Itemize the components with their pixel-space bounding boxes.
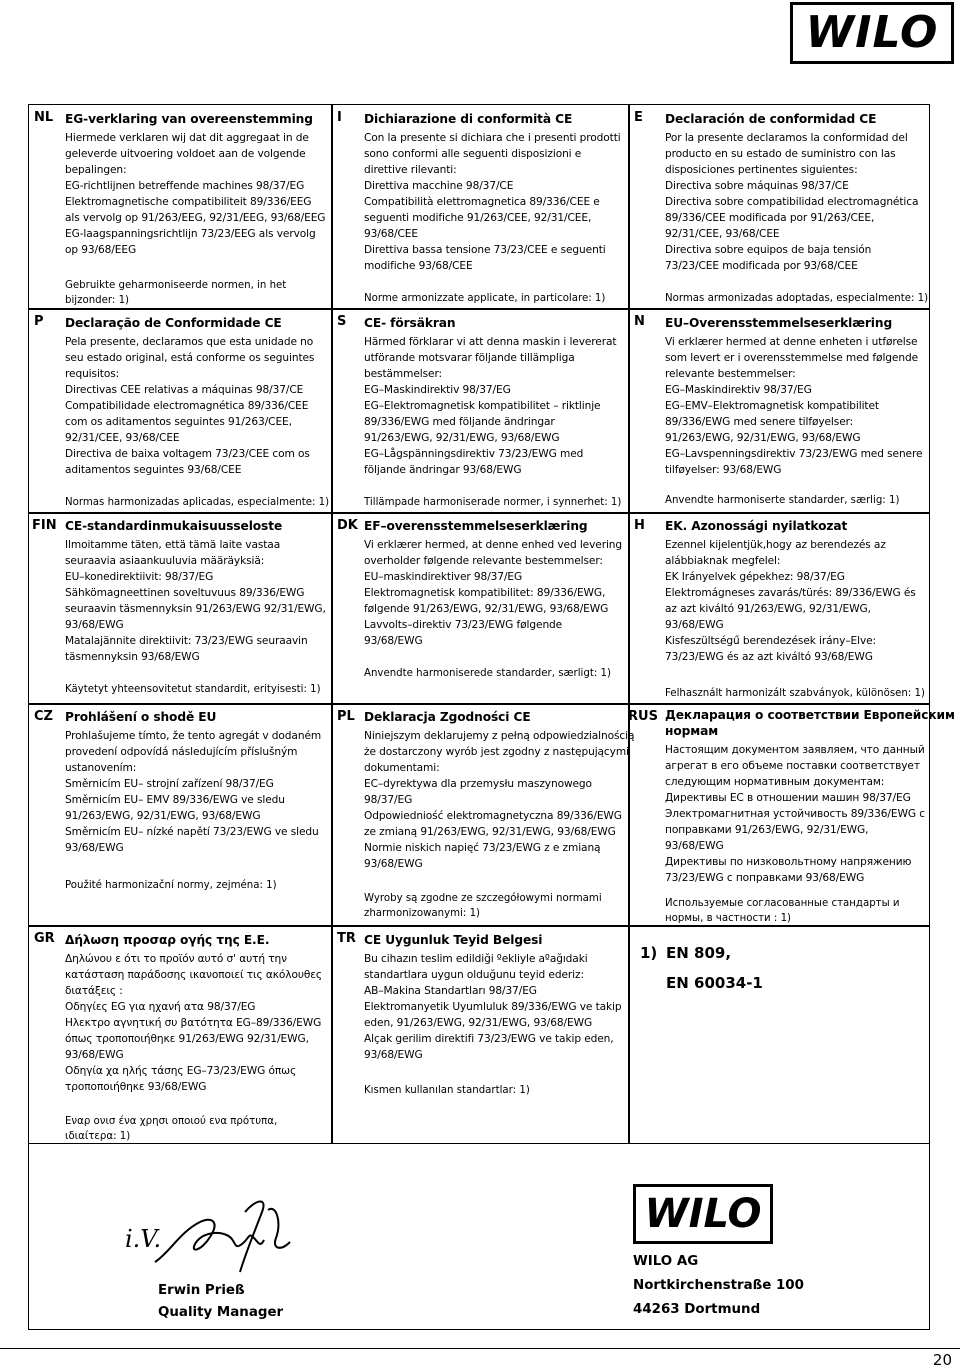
text-line: aditamentos seguintes 93/68/CEE bbox=[65, 464, 242, 476]
norms-rus bbox=[665, 896, 900, 926]
text-line: EG–Elektromagnetisk kompatibilitet – riktlinje bbox=[364, 400, 601, 412]
norms-tr bbox=[364, 1085, 530, 1096]
text-line: 89/336/EWG med senere tilføyelser: bbox=[665, 416, 854, 428]
text-line: utförande motsvarar följande tillämpliga bbox=[364, 352, 575, 364]
lang-code-tr: TR bbox=[337, 931, 356, 946]
norms-line: Используемые согласованные стандарты и bbox=[665, 898, 900, 909]
page-footer-rule bbox=[0, 1348, 960, 1349]
text-line: διατάξεις : bbox=[65, 985, 123, 997]
text-line: EG–Lavspenningsdirektiv 73/23/EWG med senere bbox=[665, 448, 923, 460]
norms-line: zharmonizowanymi: 1) bbox=[364, 908, 481, 919]
signer-name: Erwin Prieß bbox=[158, 1283, 245, 1298]
lang-code-dk: DK bbox=[337, 518, 358, 533]
declaration-title: Δήλωση προσαρ ογής της Ε.Ε. bbox=[65, 933, 270, 947]
row-divider-1 bbox=[28, 308, 930, 310]
text-line: seu estado original, está conforme os seguintes bbox=[65, 352, 315, 364]
declaration-h bbox=[665, 518, 916, 665]
norms-line: Normas armonizadas adoptadas, especialmente: 1) bbox=[665, 293, 929, 304]
text-line: Härmed förklarar vi att denna maskin i levererat bbox=[364, 336, 617, 348]
text-line: EG–EMV–Elektromagnetisk kompatibilitet bbox=[665, 400, 879, 412]
text-line: Směrnicím EU– EMV 89/336/EWG ve sledu bbox=[65, 794, 285, 806]
declaration-title: Declaración de conformidad CE bbox=[665, 112, 877, 126]
declaration-p bbox=[65, 315, 314, 478]
signer-role: Quality Manager bbox=[158, 1305, 284, 1320]
norms-cz bbox=[65, 880, 277, 891]
norms-s bbox=[364, 497, 621, 508]
text-line: Pela presente, declaramos que esta unidade no bbox=[65, 336, 314, 348]
text-line: Por la presente declaramos la conformidad del bbox=[665, 132, 908, 144]
declaration-tr bbox=[364, 932, 622, 1063]
lang-code-cz: CZ bbox=[34, 709, 53, 724]
wilo-logo bbox=[790, 2, 954, 64]
declaration-pl bbox=[364, 709, 634, 872]
text-line: följande ändringar 93/68/EWG bbox=[364, 464, 522, 476]
text-line: κατάσταση παράδοσης ικανοποιεί τις ακόλουθες bbox=[65, 969, 322, 981]
text-line: Directivas CEE relativas a máquinas 98/37/CE bbox=[65, 384, 304, 396]
text-line: AB–Makina Standartları 98/37/EG bbox=[364, 985, 537, 997]
company-name: WILO AG bbox=[633, 1254, 699, 1269]
declaration-title: CE Uygunluk Teyid Belgesi bbox=[364, 933, 543, 947]
company-city: 44263 Dortmund bbox=[633, 1302, 761, 1317]
norms-line: bijzonder: 1) bbox=[65, 295, 130, 306]
declaration-rus bbox=[665, 707, 955, 886]
standard-item: EN 60034-1 bbox=[666, 974, 763, 992]
declaration-title: Декларация о соответствии Европейским bbox=[665, 708, 955, 722]
text-line: Ezennel kijelentjük,hogy az berendezés az bbox=[665, 539, 886, 551]
text-line: Lavvolts–direktiv 73/23/EWG følgende bbox=[364, 619, 563, 631]
text-line: 98/37/EG bbox=[364, 794, 413, 806]
text-line: producto en su estado de suministro con las bbox=[665, 148, 896, 160]
text-line: Vi erklærer hermed, at denne enhed ved levering bbox=[364, 539, 623, 551]
signer-block bbox=[158, 1280, 283, 1324]
text-line: Электромагнитная устойчивость 89/336/EWG с bbox=[665, 808, 925, 820]
handwritten-signature bbox=[150, 1192, 310, 1282]
text-line: Vi erklærer hermed at denne enheten i utførelse bbox=[665, 336, 918, 348]
norms-gr bbox=[65, 1114, 277, 1144]
text-line: że dostarczony wyrób jest zgodny z następującymi bbox=[364, 746, 629, 758]
declaration-title-continued: нормам bbox=[665, 724, 719, 738]
text-line: следующим нормативным документам: bbox=[665, 776, 885, 788]
declaration-title: Prohlášení o shodě EU bbox=[65, 710, 217, 724]
text-line: modifiche 93/68/CEE bbox=[364, 260, 473, 272]
text-line: Alçak gerilim direktifi 73/23/EWG ve takip eden, bbox=[364, 1033, 614, 1045]
norms-line: Norme armonizzate applicate, in particolare: 1) bbox=[364, 293, 606, 304]
declaration-title: EU–Overensstemmelseserklæring bbox=[665, 316, 893, 330]
norms-fin bbox=[65, 684, 321, 695]
lang-code-e: E bbox=[634, 110, 643, 125]
text-line: τροποποιήθηκε 93/68/EWG bbox=[65, 1081, 207, 1093]
lang-code-gr: GR bbox=[34, 931, 55, 946]
page-number: 20 bbox=[932, 1351, 952, 1369]
text-line: Οδηγίες EG για ηχανή ατα 98/37/EG bbox=[65, 1001, 256, 1013]
lang-code-rus: RUS bbox=[628, 709, 658, 724]
text-line: EG-richtlijnen betreffende machines 98/37/EG bbox=[65, 180, 305, 192]
text-line: 93/68/EWG bbox=[665, 619, 724, 631]
declaration-title: Deklaracja Zgodności CE bbox=[364, 710, 531, 724]
text-line: 93/68/EWG bbox=[364, 635, 423, 647]
text-line: 93/68/EWG bbox=[364, 858, 423, 870]
norms-line: Käytetyt yhteensovitetut standardit, erityisesti: 1) bbox=[65, 684, 321, 695]
text-line: az azt kiváltó 91/263/EWG, 92/31/EWG, bbox=[665, 603, 871, 615]
text-line: Směrnicím EU– strojní zařízení 98/37/EG bbox=[65, 778, 274, 790]
text-line: Директивы по низковольтному напряжению bbox=[665, 856, 912, 868]
text-line: ze zmianą 91/263/EWG, 92/31/EWG, 93/68/EWG bbox=[364, 826, 616, 838]
norms-h bbox=[665, 688, 925, 699]
text-line: Compatibilidade electromagnética 89/336/CEE bbox=[65, 400, 309, 412]
text-line: Директивы ЕС в отношении машин 98/37/EG bbox=[665, 792, 911, 804]
text-line: Настоящим документом заявляем, что данный bbox=[665, 744, 925, 756]
text-line: Directiva de baixa voltagem 73/23/CEE com os bbox=[65, 448, 310, 460]
text-line: поправками 91/263/EWG, 92/31/EWG, bbox=[665, 824, 869, 836]
text-line: 91/263/EWG, 92/31/EWG, 93/68/EWG bbox=[665, 432, 861, 444]
text-line: seuraavia asiaankuuluvia määräyksiä: bbox=[65, 555, 265, 567]
text-line: Bu cihazın teslim edildiği ºekliyle aºağıdaki bbox=[364, 953, 588, 965]
text-line: Direttiva macchine 98/37/CE bbox=[364, 180, 514, 192]
norms-e bbox=[665, 293, 928, 304]
norms-line: Kısmen kullanılan standartlar: 1) bbox=[364, 1085, 530, 1096]
text-line: 73/23/EWG с поправками 93/68/EWG bbox=[665, 872, 865, 884]
text-line: 93/68/EWG bbox=[665, 840, 724, 852]
text-line: bepalingen: bbox=[65, 164, 127, 176]
lang-code-fin: FIN bbox=[32, 518, 57, 533]
company-logo bbox=[633, 1184, 773, 1244]
norms-line: Εναρ ονισ ένα χρησι οποιού ενα πρότυπα, bbox=[65, 1116, 278, 1127]
text-line: Prohlašujeme tímto, že tento agregát v dodaném bbox=[65, 730, 322, 742]
text-line: Odpowiedniość elektromagnetyczna 89/336/EWG bbox=[364, 810, 622, 822]
text-line: Ilmoitamme täten, että tämä laite vastaa bbox=[65, 539, 281, 551]
lang-code-p: P bbox=[34, 314, 44, 329]
standards-marker: 1) bbox=[640, 944, 658, 962]
column-divider-1 bbox=[331, 104, 333, 1144]
norms-pl bbox=[364, 891, 602, 921]
text-line: geleverde uitvoering voldoet aan de volgende bbox=[65, 148, 306, 160]
row-divider-2 bbox=[28, 512, 930, 514]
norms-line: Anvendte harmoniserte standarder, særlig: 1) bbox=[665, 495, 900, 506]
text-line: Elektromagnetische compatibiliteit 89/336/EEG bbox=[65, 196, 312, 208]
text-line: Sähkömagneettinen soveltuvuus 89/336/EWG bbox=[65, 587, 305, 599]
text-line: relevante bestemmelser: bbox=[665, 368, 796, 380]
norms-line: Normas harmonizadas aplicadas, especialmente: 1) bbox=[65, 497, 330, 508]
declaration-fin bbox=[65, 518, 326, 665]
text-line: disposiciones pertinentes siguientes: bbox=[665, 164, 858, 176]
text-line: følgende 91/263/EWG, 92/31/EWG, 93/68/EWG bbox=[364, 603, 609, 615]
text-line: EU–maskindirektiver 98/37/EG bbox=[364, 571, 523, 583]
declaration-i bbox=[364, 111, 621, 274]
text-line: EU–konedirektiivit: 98/37/EG bbox=[65, 571, 214, 583]
text-line: 93/68/EWG bbox=[364, 1049, 423, 1061]
text-line: 93/68/EWG bbox=[65, 842, 124, 854]
text-line: Elektromagnetisk kompatibilitet: 89/336/EWG, bbox=[364, 587, 606, 599]
text-line: Niniejszym deklarujemy z pełną odpowiedzialnością bbox=[364, 730, 635, 742]
text-line: direttive rilevanti: bbox=[364, 164, 457, 176]
text-line: provedení odpovídá následujícím příslušným bbox=[65, 746, 298, 758]
text-line: EK Irányelvek gépekhez: 98/37/EG bbox=[665, 571, 845, 583]
declaration-title: CE- försäkran bbox=[364, 316, 456, 330]
text-line: op 93/68/EEG bbox=[65, 244, 137, 256]
text-line: Direttiva bassa tensione 73/23/CEE e seguenti bbox=[364, 244, 606, 256]
norms-line: Tillämpade harmoniserade normer, i synnerhet: 1) bbox=[364, 497, 622, 508]
text-line: Directiva sobre equipos de baja tensión bbox=[665, 244, 872, 256]
declaration-title: Declaração de Conformidade CE bbox=[65, 316, 282, 330]
text-line: Directiva sobre máquinas 98/37/CE bbox=[665, 180, 849, 192]
declaration-title: Dichiarazione di conformità CE bbox=[364, 112, 573, 126]
norms-line: ιδιαίτερα: 1) bbox=[65, 1131, 131, 1142]
norms-nl bbox=[65, 278, 286, 308]
text-line: 92/31/CEE, 93/68/CEE bbox=[665, 228, 780, 240]
text-line: Directiva sobre compatibilidad electromagnética bbox=[665, 196, 919, 208]
text-line: Hiermede verklaren wij dat dit aggregaat in de bbox=[65, 132, 309, 144]
norms-dk bbox=[364, 668, 611, 679]
text-line: 93/68/CEE bbox=[364, 228, 418, 240]
text-line: täsmennyksin 93/68/EWG bbox=[65, 651, 200, 663]
norms-line: Felhasznált harmonizált szabványok, különösen: 1) bbox=[665, 688, 926, 699]
declaration-title: EK. Azonossági nyilatkozat bbox=[665, 519, 848, 533]
text-line: ustanovením: bbox=[65, 762, 137, 774]
declaration-n bbox=[665, 315, 922, 478]
lang-code-n: N bbox=[634, 314, 645, 329]
norms-line: Anvendte harmoniserede standarder, særligt: 1) bbox=[364, 668, 611, 679]
text-line: som levert er i overensstemmelse med følgende bbox=[665, 352, 918, 364]
text-line: Δηλώνου ε ότι το προϊόν αυτό σ' αυτή την bbox=[65, 953, 287, 965]
lang-code-h: H bbox=[634, 518, 645, 533]
declaration-title: EF–overensstemmelseserklæring bbox=[364, 519, 588, 533]
norms-line: Použité harmonizační normy, zejména: 1) bbox=[65, 880, 277, 891]
text-line: 91/263/EWG, 92/31/EWG, 93/68/EWG bbox=[364, 432, 560, 444]
text-line: standartlara uygun olduğunu teyid ederiz: bbox=[364, 969, 584, 981]
text-line: als vervolg op 91/263/EEG, 92/31/EEG, 93/68/EEG bbox=[65, 212, 326, 224]
text-line: 89/336/EWG med följande ändringar bbox=[364, 416, 555, 428]
declaration-cz bbox=[65, 709, 321, 856]
text-line: 73/23/EWG és az azt kiváltó 93/68/EWG bbox=[665, 651, 873, 663]
text-line: dokumentami: bbox=[364, 762, 440, 774]
text-line: EC–dyrektywa dla przemysłu maszynowego bbox=[364, 778, 592, 790]
declaration-s bbox=[364, 315, 616, 478]
text-line: requisitos: bbox=[65, 368, 120, 380]
text-line: Elektromágneses zavarás/türés: 89/336/EWG és bbox=[665, 587, 916, 599]
text-line: Směrnicím EU– nízké napětí 73/23/EWG ve sledu bbox=[65, 826, 319, 838]
text-line: bestämmelser: bbox=[364, 368, 442, 380]
lang-code-nl: NL bbox=[34, 110, 54, 125]
declaration-gr bbox=[65, 932, 322, 1095]
row-divider-3 bbox=[28, 703, 930, 705]
declaration-e bbox=[665, 111, 918, 274]
text-line: Elektromanyetik Uyumluluk 89/336/EWG ve takip bbox=[364, 1001, 622, 1013]
norms-line: Wyroby są zgodne ze szczegółowymi normami bbox=[364, 893, 602, 904]
text-line: EG–Maskindirektiv 98/37/EG bbox=[665, 384, 812, 396]
standards-list bbox=[666, 938, 763, 998]
wilo-logo-text: WILO bbox=[805, 7, 939, 58]
text-line: Con la presente si dichiara che i presenti prodotti bbox=[364, 132, 621, 144]
text-line: όπως τροποποιήθηκε 91/263/EWG 92/31/EWG, bbox=[65, 1033, 309, 1045]
declaration-title: EG-verklaring van overeenstemming bbox=[65, 112, 313, 126]
text-line: alábbiaknak megfelel: bbox=[665, 555, 781, 567]
text-line: tilføyelser: 93/68/EWG bbox=[665, 464, 782, 476]
iv-prefix: i.V. bbox=[125, 1225, 162, 1253]
text-line: Normie niskich napięć 73/23/EWG z e zmianą bbox=[364, 842, 601, 854]
text-line: Matalajännite direktiivit: 73/23/EWG seuraavin bbox=[65, 635, 308, 647]
text-line: sono conformi alle seguenti disposizioni e bbox=[364, 148, 582, 160]
text-line: 89/336/CEE modificada por 91/263/CEE, bbox=[665, 212, 875, 224]
text-line: Ηλεκτρο αγνητική συ βατότητα EG–89/336/EWG bbox=[65, 1017, 322, 1029]
lang-code-i: I bbox=[337, 110, 342, 125]
text-line: EG–Lågspänningsdirektiv 73/23/EWG med bbox=[364, 448, 584, 460]
text-line: EG–Maskindirektiv 98/37/EG bbox=[364, 384, 511, 396]
text-line: Kisfeszültségű berendezések irány–Elve: bbox=[665, 635, 877, 647]
norms-i bbox=[364, 293, 605, 304]
lang-code-pl: PL bbox=[337, 709, 355, 724]
company-address bbox=[633, 1250, 804, 1322]
text-line: агрегат в его объеме поставки соответствует bbox=[665, 760, 920, 772]
text-line: Compatibilità elettromagnetica 89/336/CEE e bbox=[364, 196, 600, 208]
text-line: EG-laagspanningsrichtlijn 73/23/EEG als vervolg bbox=[65, 228, 316, 240]
declaration-nl bbox=[65, 111, 325, 258]
norms-line: Gebruikte geharmoniseerde normen, in het bbox=[65, 280, 287, 291]
lang-code-s: S bbox=[337, 314, 347, 329]
standard-item: EN 809, bbox=[666, 944, 732, 962]
declaration-dk bbox=[364, 518, 622, 649]
norms-line: нормы, в частности : 1) bbox=[665, 913, 792, 924]
text-line: 92/31/CEE, 93/68/CEE bbox=[65, 432, 180, 444]
declaration-title: CE-standardinmukaisuusseloste bbox=[65, 519, 283, 533]
text-line: Οδηγία χα ηλής τάσης EG–73/23/EWG όπως bbox=[65, 1065, 297, 1077]
text-line: overholder følgende relevante bestemmelser: bbox=[364, 555, 603, 567]
column-divider-2 bbox=[628, 104, 630, 1144]
company-street: Nortkirchenstraße 100 bbox=[633, 1278, 804, 1293]
norms-p bbox=[65, 497, 329, 508]
text-line: 93/68/EWG bbox=[65, 619, 124, 631]
text-line: seguenti modifiche 91/263/CEE, 92/31/CEE, bbox=[364, 212, 592, 224]
company-logo-text: WILO bbox=[644, 1191, 762, 1237]
text-line: 91/263/EWG, 92/31/EWG, 93/68/EWG bbox=[65, 810, 261, 822]
text-line: seuraavin täsmennyksin 91/263/EWG 92/31/EWG, bbox=[65, 603, 326, 615]
text-line: com os aditamentos seguintes 91/263/CEE, bbox=[65, 416, 292, 428]
text-line: 93/68/EWG bbox=[65, 1049, 124, 1061]
norms-n bbox=[665, 495, 899, 506]
text-line: eden, 91/263/EWG, 92/31/EWG, 93/68/EWG bbox=[364, 1017, 593, 1029]
text-line: 73/23/CEE modificada por 93/68/CEE bbox=[665, 260, 858, 272]
